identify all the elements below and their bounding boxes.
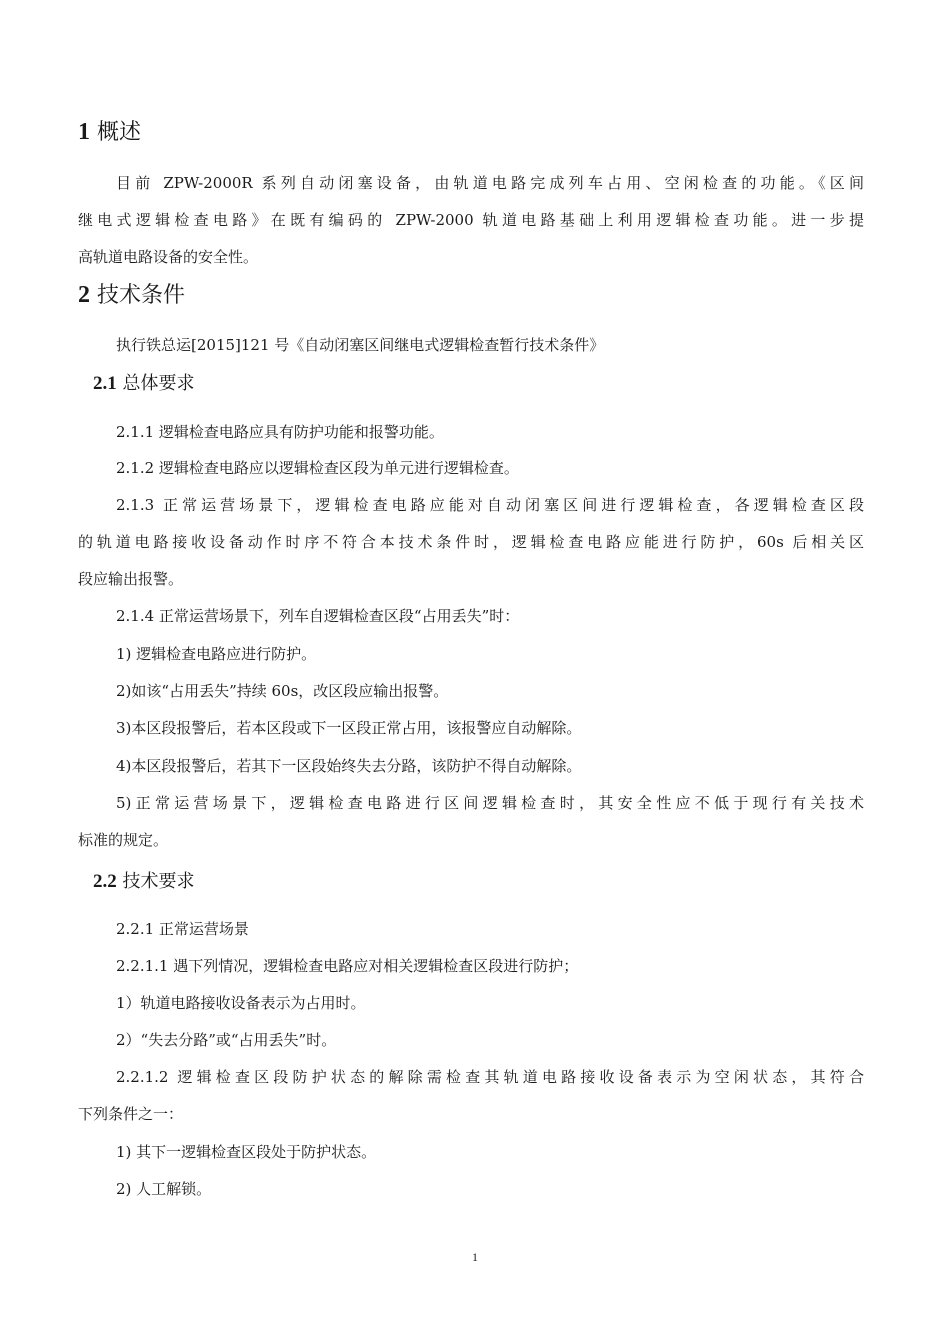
- list-item: 2.1.3 正常运营场景下，逻辑检查电路应能对自动闭塞区间进行逻辑检查，各逻辑检查区段: [116, 496, 864, 514]
- list-item: 2) 人工解锁。: [116, 1180, 212, 1198]
- paragraph-line: 目前 ZPW-2000R 系列自动闭塞设备，由轨道电路完成列车占用、空闲检查的功能。《区间: [116, 174, 864, 192]
- list-item: 2.2.1 正常运营场景: [116, 920, 249, 938]
- list-item: 2.2.1.2 逻辑检查区段防护状态的解除需检查其轨道电路接收设备表示为空闲状态，其符合: [116, 1068, 864, 1086]
- section-2-heading: [78, 280, 185, 311]
- subsection-title: 技术要求: [122, 871, 195, 892]
- list-item: 5)正常运营场景下，逻辑检查电路进行区间逻辑检查时，其安全性应不低于现行有关技术: [116, 794, 864, 812]
- section-1-heading: [78, 117, 141, 148]
- list-item: 2）“失去分路”或“占用丢失”时。: [116, 1031, 337, 1049]
- subsection-2-1-heading: [93, 371, 194, 397]
- list-item: 4)本区段报警后，若其下一区段始终失去分路，该防护不得自动解除。: [116, 757, 582, 775]
- paragraph-line: 高轨道电路设备的安全性。: [78, 248, 259, 266]
- paragraph-line: 执行铁总运[2015]121 号《自动闭塞区间继电式逻辑检查暂行技术条件》: [116, 336, 605, 354]
- section-title: 技术条件: [97, 283, 186, 308]
- list-item: 下列条件之一：: [78, 1105, 184, 1123]
- list-item: 段应输出报警。: [78, 570, 184, 588]
- paragraph-line: 继电式逻辑检查电路》在既有编码的 ZPW-2000 轨道电路基础上利用逻辑检查功能。进一步提: [78, 211, 864, 229]
- list-item: 2.1.1 逻辑检查电路应具有防护功能和报警功能。: [116, 423, 444, 441]
- section-title: 概述: [97, 120, 142, 145]
- list-item: 的轨道电路接收设备动作时序不符合本技术条件时，逻辑检查电路应能进行防护，60s 后相关区: [78, 533, 864, 551]
- page-number: 1: [472, 1250, 478, 1264]
- section-number: 1: [78, 119, 90, 145]
- list-item: 2.1.2 逻辑检查电路应以逻辑检查区段为单元进行逻辑检查。: [116, 459, 519, 477]
- section-number: 2: [78, 282, 90, 308]
- list-item: 2.2.1.1 遇下列情况，逻辑检查电路应对相关逻辑检查区段进行防护；: [116, 957, 579, 975]
- list-item: 1）轨道电路接收设备表示为占用时。: [116, 994, 366, 1012]
- subsection-number: 2.1: [93, 373, 117, 394]
- list-item: 1) 其下一逻辑检查区段处于防护状态。: [116, 1143, 377, 1161]
- subsection-number: 2.2: [93, 871, 117, 892]
- subsection-2-2-heading: [93, 869, 194, 895]
- list-item: 2.1.4 正常运营场景下，列车自逻辑检查区段“占用丢失”时：: [116, 607, 520, 625]
- list-item: 3)本区段报警后，若本区段或下一区段正常占用，该报警应自动解除。: [116, 719, 582, 737]
- subsection-title: 总体要求: [122, 373, 195, 394]
- list-item: 1) 逻辑检查电路应进行防护。: [116, 645, 317, 663]
- list-item: 2)如该“占用丢失”持续 60s，改区段应输出报警。: [116, 682, 449, 700]
- list-item: 标准的规定。: [78, 831, 169, 849]
